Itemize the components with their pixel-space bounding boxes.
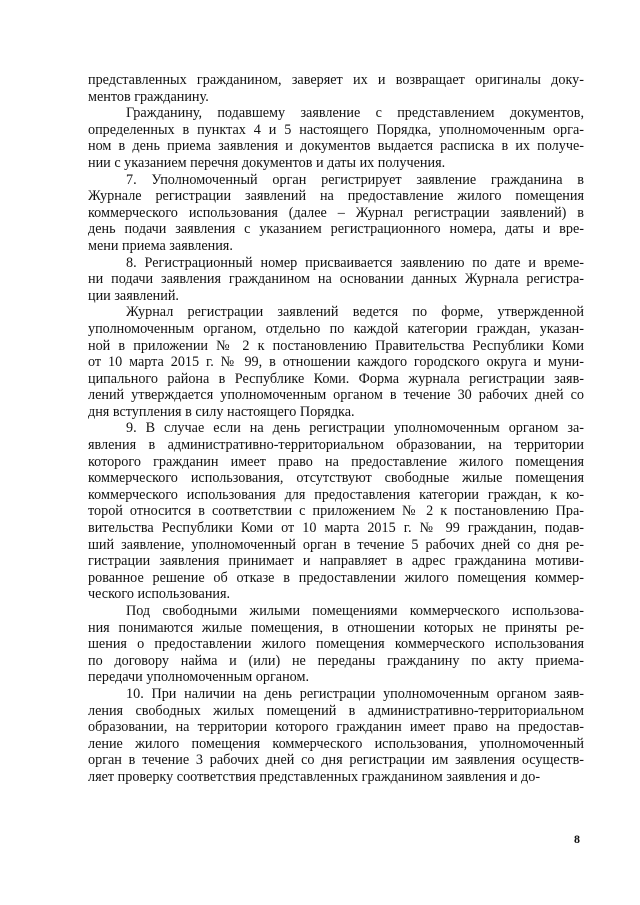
text-line: орган в течение 3 рабочих дней со дня регистрации им заявления осуществ- — [88, 752, 584, 769]
paragraph — [88, 603, 584, 686]
paragraph — [88, 420, 584, 603]
paragraph — [88, 105, 584, 171]
text-line: Журнал регистрации заявлений ведется по форме, утвержденной — [126, 304, 584, 321]
text-line: ческого использования. — [88, 586, 231, 603]
text-line: ментов гражданину. — [88, 88, 209, 105]
text-line: торой относится в соответствии с приложением № 2 к постановлению Пра- — [88, 503, 584, 520]
paragraph — [88, 255, 584, 305]
text-line: шения о предоставлении жилого помещения коммерческого использования — [88, 636, 584, 653]
text-line: ципального района в Республике Коми. Форма журнала регистрации заяв- — [88, 370, 584, 387]
text-line: ший заявление, уполномоченный орган в течение 5 рабочих дней со дня ре- — [88, 536, 584, 553]
text-line: Под свободными жилыми помещениями коммерческого использова- — [126, 603, 584, 619]
paragraph — [88, 304, 584, 420]
text-line: ни подачи заявления гражданином на основании данных Журнала регистра- — [88, 271, 584, 288]
paragraph — [88, 72, 584, 105]
text-line: 7. Уполномоченный орган регистрирует заявление гражданина в — [126, 171, 584, 188]
text-line: рованное решение об отказе в предоставлении жилого помещения коммер- — [88, 569, 584, 586]
text-line: определенных в пунктах 4 и 5 настоящего Порядка, уполномоченным орга- — [88, 121, 584, 138]
text-line: передачи уполномоченным органом. — [88, 669, 310, 686]
text-line: Гражданину, подавшему заявление с представлением документов, — [126, 105, 584, 122]
text-line: явления в административно-территориальном образовании, на территории — [88, 437, 584, 454]
text-line: 9. В случае если на день регистрации уполномоченным органом за- — [126, 420, 584, 437]
text-line: образовании, на территории которого гражданин имеет право на предостав- — [88, 719, 584, 736]
text-line: Журнале регистрации заявлений на предоставление жилого помещения — [88, 188, 584, 205]
text-line: коммерческого использования (далее – Журнал регистрации заявлений) в — [88, 204, 584, 221]
document-body — [88, 72, 584, 786]
text-line: гистрации заявления принимает и направляет в адрес гражданина мотиви- — [88, 553, 584, 570]
text-line: представленных гражданином, заверяет их и возвращает оригиналы доку- — [88, 72, 584, 88]
text-line: ной в приложении № 2 к постановлению Правительства Республики Коми — [88, 337, 584, 354]
text-line: 10. При наличии на день регистрации уполномоченным органом заяв- — [126, 685, 584, 702]
text-line: ния понимаются жилые помещения, в отношении которых не приняты ре- — [88, 619, 584, 636]
text-line: вительства Республики Коми от 10 марта 2015 г. № 99 гражданин, подав- — [88, 520, 584, 537]
text-line: лений утверждается уполномоченным органом в течение 30 рабочих дней со — [88, 387, 584, 404]
text-line: день подачи заявления с указанием регистрационного номера, даты и вре- — [88, 221, 584, 238]
paragraph — [88, 686, 584, 786]
text-line: ном в день приема заявления и документов выдается расписка в их получе- — [88, 138, 584, 155]
text-line: ции заявлений. — [88, 287, 179, 304]
text-line: ление жилого помещения коммерческого использования, уполномоченный — [88, 735, 584, 752]
text-line: которого гражданин имеет право на предоставление жилого помещения — [88, 453, 584, 470]
text-line: нии с указанием перечня документов и даты их получения. — [88, 154, 446, 171]
text-line: мени приема заявления. — [88, 237, 233, 254]
paragraph — [88, 172, 584, 255]
text-line: от 10 марта 2015 г. № 99, в отношении каждого городского округа и муни- — [88, 354, 584, 371]
text-line: коммерческого использования для предоставления категории граждан, к ко- — [88, 486, 584, 503]
text-line: ления свободных жилых помещений в административно-территориальном — [88, 702, 584, 719]
text-line: 8. Регистрационный номер присваивается заявлению по дате и време- — [126, 254, 584, 271]
text-line: ляет проверку соответствия представленных гражданином заявления и до- — [88, 768, 541, 785]
text-line: уполномоченным органом, отдельно по каждой категории граждан, указан- — [88, 320, 584, 337]
text-line: по договору найма и (или) не переданы гражданину по акту приема- — [88, 652, 584, 669]
text-line: дня вступления в силу настоящего Порядка. — [88, 403, 355, 420]
text-line: коммерческого использования, отсутствуют свободные жилые помещения — [88, 470, 584, 487]
page-number: 8 — [574, 832, 580, 846]
